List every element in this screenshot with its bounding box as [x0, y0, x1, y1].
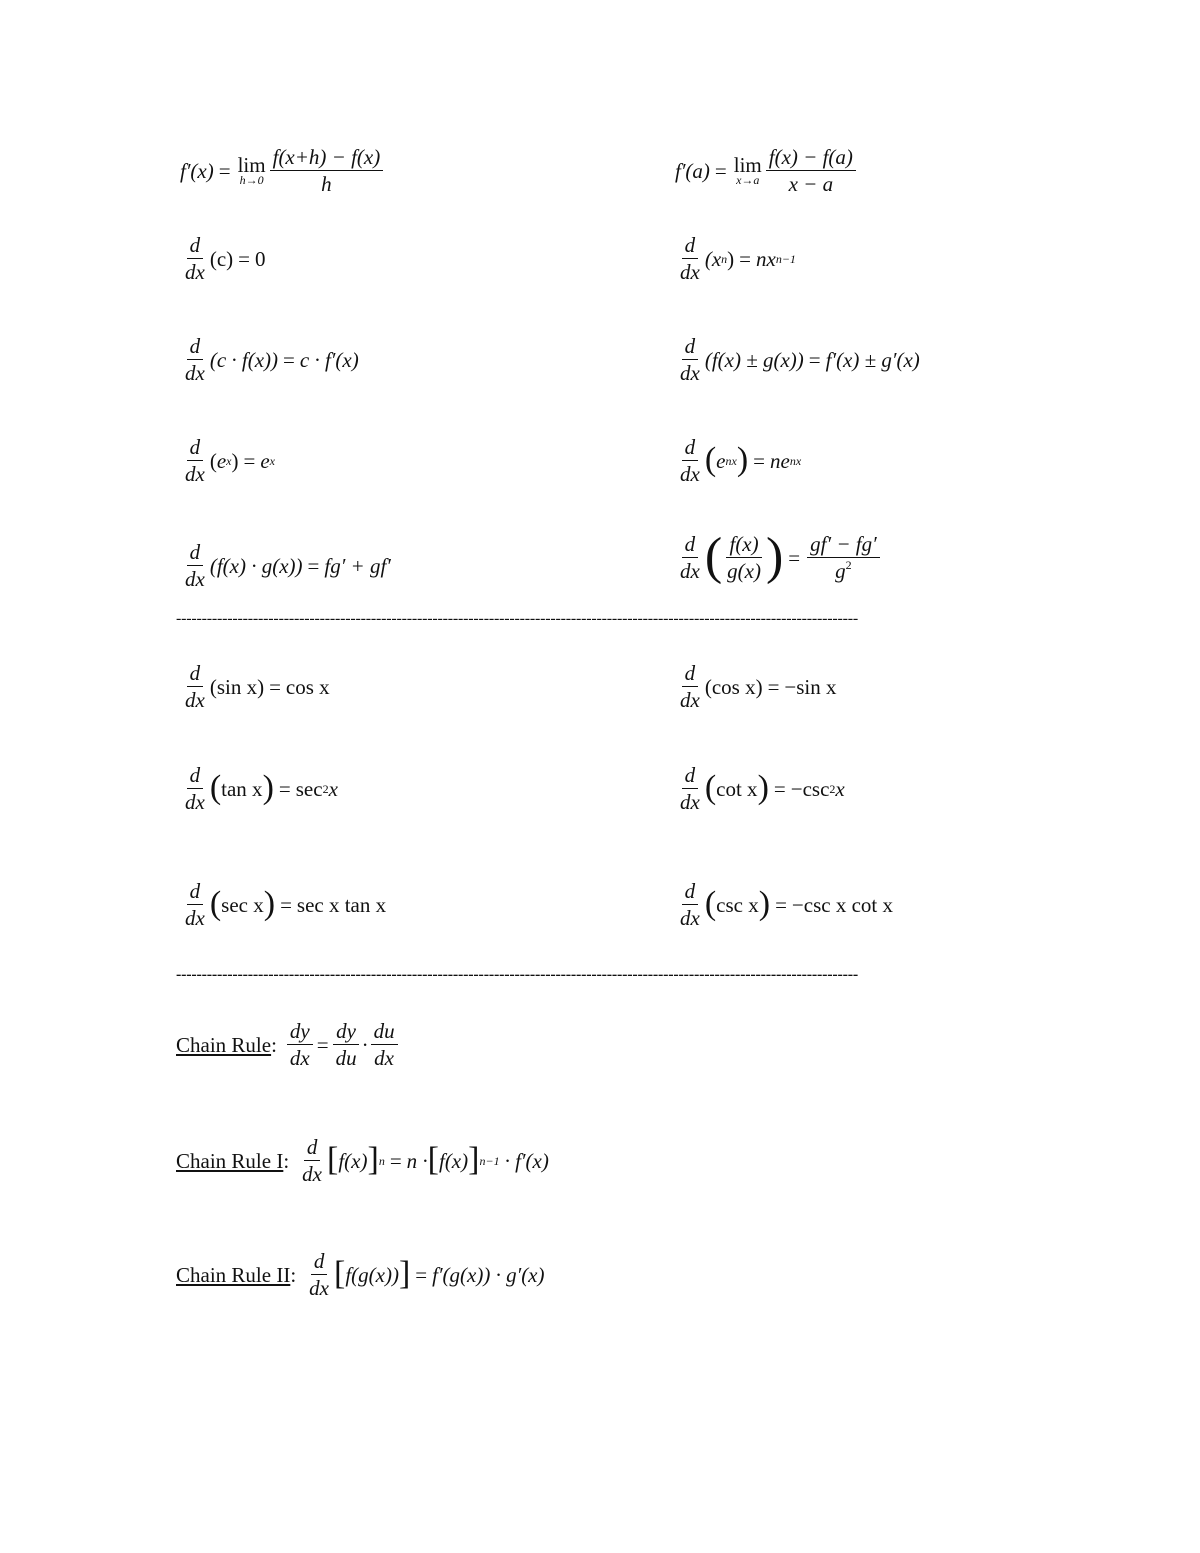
base: e: [216, 448, 227, 473]
numerator: f(x+h) − f(x): [270, 146, 384, 171]
lim-subscript: h→0: [239, 173, 264, 188]
rhs-exponent: x: [269, 453, 275, 468]
derivative-cot: $\frac{d}{dx}$ ( cot x ) = −csc 2 x: [675, 764, 845, 813]
fraction: [270, 146, 384, 195]
rhs: f′(g(x)) · g′(x): [432, 1262, 545, 1287]
derivative-csc: $\frac{d}{dx}$ ( csc x ) = −csc x cot x: [675, 880, 893, 929]
d-dx: [182, 436, 208, 485]
dx: dx: [289, 1046, 310, 1071]
dx: dx: [680, 906, 700, 931]
dx: dx: [185, 462, 205, 487]
derivative-cos: [675, 662, 837, 711]
d-dx: [677, 880, 703, 929]
quotient-rule: $\frac{d}{dx}$ ( $\frac{f(x)}{g(x)}$ ) = $\frac{gf' - fg'}{g^2}$: [675, 533, 882, 582]
dx: dx: [185, 688, 205, 713]
equals: =: [773, 776, 786, 801]
d-dx: [182, 335, 208, 384]
colon: :: [290, 1262, 297, 1287]
d-dx: [677, 533, 703, 582]
dx: dx: [374, 1046, 394, 1071]
argument-close: ): [727, 246, 735, 271]
d-dx: [182, 541, 208, 590]
du: du: [371, 1020, 398, 1045]
derivative-sin: [180, 662, 330, 711]
d-dx: [182, 880, 208, 929]
rhs-numerator: gf′ − fg′: [807, 533, 880, 558]
equals: =: [753, 448, 765, 473]
divider-1: -------------------------------------------------------------------------------------------------------------------------------------: [176, 610, 859, 627]
lhs: f′(a): [675, 158, 710, 183]
dx: dx: [680, 361, 700, 386]
argument-exponent: n: [721, 251, 728, 266]
d: d: [187, 541, 204, 566]
dx: dx: [185, 790, 205, 815]
dx: dx: [680, 260, 700, 285]
dx: dx: [185, 260, 205, 285]
tail: · f′(x): [504, 1148, 549, 1173]
dx: dx: [185, 906, 205, 931]
rhs-fraction: [807, 533, 880, 582]
denominator: x − a: [788, 172, 834, 197]
d: d: [682, 764, 699, 789]
d-dx: [677, 764, 703, 813]
rhs: 0: [254, 246, 266, 271]
rhs-den-base: g: [835, 559, 846, 584]
d: d: [682, 662, 699, 687]
derivative-definition-limit-h: [180, 146, 385, 195]
exponent: x: [226, 453, 232, 468]
argument: csc x: [716, 892, 759, 917]
dx: dx: [680, 462, 700, 487]
d: d: [682, 880, 699, 905]
d: d: [187, 234, 204, 259]
product-rule: [180, 541, 391, 590]
d-dx: [182, 234, 208, 283]
argument: (c): [209, 246, 234, 271]
rhs-exponent: nx: [789, 453, 802, 468]
d: d: [311, 1250, 328, 1275]
dx: dx: [680, 790, 700, 815]
rhs: cos x: [285, 674, 330, 699]
du-dx: [371, 1020, 398, 1069]
exponent: nx: [725, 453, 737, 468]
dy-dx: [287, 1020, 313, 1069]
d-dx: [299, 1136, 325, 1185]
rhs-exponent: n−1: [775, 251, 796, 266]
inner-fraction: [724, 533, 764, 582]
rhs-func: sec: [295, 776, 323, 801]
equals: =: [415, 1262, 428, 1287]
dy: dy: [333, 1020, 359, 1045]
denominator: h: [321, 172, 332, 197]
equals: =: [389, 1148, 402, 1173]
chain-rule-2-label: Chain Rule II: [176, 1262, 291, 1287]
inner-denominator: g(x): [727, 559, 761, 584]
equals: =: [218, 158, 231, 183]
equals: =: [283, 347, 295, 372]
d-dx: [677, 662, 703, 711]
argument: (f(x) ± g(x)): [704, 347, 804, 372]
d: d: [682, 335, 699, 360]
derivative-definition-limit-a: [675, 146, 858, 195]
power-rule: [675, 234, 796, 283]
equals: =: [280, 892, 292, 917]
inner-2: f(x): [438, 1148, 469, 1173]
rhs-coef: ne: [769, 448, 790, 473]
limit: [734, 154, 762, 187]
equals: =: [316, 1032, 329, 1057]
d: d: [187, 436, 204, 461]
rhs-base: e: [260, 448, 270, 473]
d: d: [682, 436, 699, 461]
coefficient: n ·: [406, 1148, 428, 1173]
equals: =: [243, 448, 256, 473]
exponent-n-minus-1: n−1: [479, 1153, 500, 1168]
derivative-sec: $\frac{d}{dx}$ ( sec x ) = sec x tan x: [180, 880, 386, 929]
equals: =: [714, 158, 727, 183]
colon: :: [283, 1148, 290, 1173]
equals: =: [307, 553, 320, 578]
dy: dy: [287, 1020, 313, 1045]
chain-rule-2: Chain Rule II : $\frac{d}{dx}$ [ f(g(x)) ] = f′(g(x)) · g′(x): [176, 1249, 545, 1301]
equals: =: [775, 892, 787, 917]
argument-open: (x: [704, 246, 722, 271]
d: d: [187, 764, 204, 789]
exponential-rule: $\frac{d}{dx}$ ( e x ) = e x: [180, 436, 275, 485]
numerator: f(x) − f(a): [766, 146, 856, 171]
rhs-var: x: [328, 776, 338, 801]
d: d: [682, 533, 699, 558]
rhs-var: x: [835, 776, 845, 801]
rhs-denominator: [832, 558, 855, 582]
chain-rule-1-label: Chain Rule I: [176, 1148, 284, 1173]
inner-numerator: f(x): [726, 533, 761, 558]
equals: =: [238, 246, 250, 271]
rhs: sec x tan x: [296, 892, 387, 917]
rhs: −sin x: [784, 674, 837, 699]
equals: =: [767, 674, 780, 699]
equals: =: [788, 545, 801, 570]
equals: =: [739, 246, 751, 271]
rhs-func: −csc: [790, 776, 830, 801]
argument: (sin x): [209, 674, 265, 699]
inner: f(x): [338, 1148, 368, 1173]
rhs: fg′ + gf′: [324, 553, 391, 578]
chain-rule-label: Chain Rule: [176, 1032, 272, 1057]
d: d: [187, 880, 204, 905]
constant-multiple-rule: [180, 335, 359, 384]
argument: sec x: [221, 892, 264, 917]
exponent-n: n: [378, 1153, 385, 1168]
d-dx: [182, 764, 208, 813]
dx: dx: [302, 1162, 322, 1187]
rhs: f′(x) ± g′(x): [825, 347, 920, 372]
du: du: [335, 1046, 357, 1071]
argument: (cos x): [704, 674, 763, 699]
dx: dx: [185, 361, 205, 386]
lim-word: lim: [237, 153, 266, 178]
rhs-den-exponent: 2: [845, 558, 852, 573]
colon: :: [271, 1032, 277, 1057]
d: d: [187, 662, 204, 687]
dx: dx: [680, 688, 700, 713]
d-dx: [182, 662, 208, 711]
argument: (c · f(x)): [209, 347, 279, 372]
rhs-base: nx: [756, 246, 776, 271]
equals: =: [269, 674, 281, 699]
argument: tan x: [221, 776, 263, 801]
inner: f(g(x)): [345, 1262, 399, 1287]
d-dx: [306, 1250, 332, 1299]
rhs: −csc x cot x: [791, 892, 893, 917]
argument: (f(x) · g(x)): [209, 553, 303, 578]
d-dx: [677, 436, 703, 485]
divider-2: -------------------------------------------------------------------------------------------------------------------------------------: [176, 966, 859, 983]
d-dx: [677, 335, 703, 384]
equals: =: [808, 347, 821, 372]
lim-subscript: x→a: [736, 173, 760, 188]
dx: dx: [185, 567, 205, 592]
equals: =: [278, 776, 291, 801]
exponential-nx-rule: $\frac{d}{dx}$ ( e nx ) = ne nx: [675, 436, 801, 485]
dx: dx: [680, 559, 700, 584]
derivative-tan: $\frac{d}{dx}$ ( tan x ) = sec 2 x: [180, 764, 338, 813]
rhs: c · f′(x): [299, 347, 359, 372]
d: d: [187, 335, 204, 360]
fraction: [766, 146, 856, 195]
d: d: [682, 234, 699, 259]
limit: [238, 154, 266, 187]
dot: ·: [361, 1032, 369, 1057]
dx: dx: [309, 1276, 329, 1301]
constant-rule: [180, 234, 265, 283]
dy-du: [333, 1020, 360, 1069]
lim-word: lim: [733, 153, 762, 178]
d-dx: [677, 234, 703, 283]
d: d: [304, 1136, 321, 1161]
argument: cot x: [716, 776, 758, 801]
chain-rule-1: Chain Rule I : $\frac{d}{dx}$ [ f(x) ] n = n · [ f(x) ] n−1 · f′(x): [176, 1135, 549, 1187]
lhs: f′(x): [180, 158, 214, 183]
base: e: [716, 448, 726, 473]
chain-rule: [176, 1020, 400, 1069]
sum-difference-rule: [675, 335, 920, 384]
